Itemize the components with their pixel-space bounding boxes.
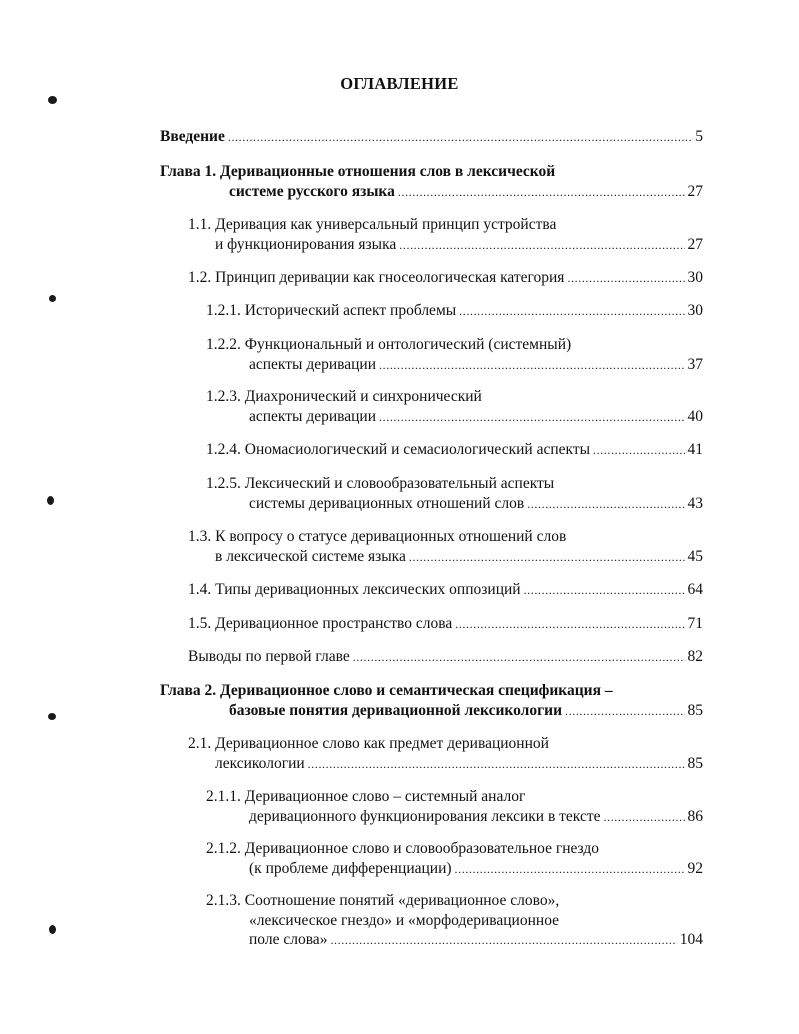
toc-entry-2-1-3[interactable] — [206, 891, 703, 951]
toc-entry-label: Глава 1. Деривационные отношения слов в лексической — [160, 163, 556, 180]
scan-speck — [48, 96, 57, 104]
toc-entry-1-2-2[interactable] — [206, 335, 703, 375]
toc-page-number: 41 — [687, 441, 703, 458]
toc-page-number: 104 — [679, 931, 703, 948]
toc-entry-label-cont: лексикологии — [215, 754, 305, 772]
toc-entry-1-2[interactable] — [188, 268, 703, 289]
dot-leader — [565, 702, 684, 722]
scan-speck — [48, 713, 56, 720]
toc-entry-1-5[interactable] — [188, 614, 703, 635]
toc-page-number: 43 — [687, 494, 703, 512]
toc-page-number: 92 — [687, 859, 703, 877]
dot-leader — [379, 356, 684, 376]
toc-page-number: 30 — [687, 302, 703, 319]
toc-entry-label: 1.2.4. Ономасиологический и семасиологический аспекты — [206, 441, 591, 458]
toc-entry-conclusions-1[interactable] — [188, 647, 703, 668]
toc-entry-1-4[interactable] — [188, 580, 703, 601]
toc-entry-1-2-4[interactable] — [206, 440, 703, 461]
toc-entry-label-cont: аспекты деривации — [249, 355, 377, 373]
dot-leader — [398, 183, 685, 203]
dot-leader — [379, 408, 684, 428]
toc-entry-label-cont: и функционирования языка — [215, 235, 397, 253]
toc-entry-1-2-1[interactable] — [206, 301, 703, 322]
dot-leader — [459, 302, 684, 322]
toc-page-number: 5 — [695, 128, 703, 145]
scan-speck — [47, 496, 54, 505]
toc-entry-label: 1.3. К вопросу о статусе деривационных отношений слов — [188, 528, 567, 545]
toc-entry-label: 1.5. Деривационное пространство слова — [188, 615, 453, 632]
dot-leader — [409, 548, 685, 568]
page-title: ОГЛАВЛЕНИЕ — [340, 74, 459, 93]
dot-leader — [604, 808, 685, 828]
toc-page-number: 85 — [687, 754, 703, 772]
toc-page-number: 45 — [687, 547, 703, 565]
toc-page-number: 71 — [687, 615, 703, 632]
toc-entry-label: 1.2.3. Диахронический и синхронический — [206, 388, 482, 405]
toc-entry-1-3[interactable] — [188, 527, 703, 567]
toc-page-number: 85 — [687, 701, 703, 719]
toc-page-number: 27 — [687, 235, 703, 253]
toc-entry-label: 1.2.1. Исторический аспект проблемы — [206, 302, 457, 319]
dot-leader — [593, 441, 684, 461]
toc-entry-label: 2.1.2. Деривационное слово и словообразовательное гнездо — [206, 840, 600, 857]
toc-entry-label-cont: аспекты деривации — [249, 407, 377, 425]
dot-leader — [330, 931, 676, 951]
toc-page-number: 86 — [687, 807, 703, 825]
toc-entry-label: 1.2. Принцип деривации как гносеологическая категория — [188, 269, 565, 286]
dot-leader — [527, 495, 684, 515]
scan-speck — [49, 295, 56, 302]
toc-entry-label: 1.2.2. Функциональный и онтологический (системный) — [206, 336, 572, 353]
toc-entry-label-cont: в лексической системе языка — [215, 547, 406, 565]
toc-entry-label: 2.1.3. Соотношение понятий «деривационное слово», — [206, 892, 560, 909]
toc-page-number: 27 — [687, 182, 703, 200]
scan-speck — [49, 925, 56, 934]
toc-page-number: 30 — [687, 269, 703, 286]
toc-entry-label: Выводы по первой главе — [188, 648, 350, 665]
dot-leader — [455, 615, 684, 635]
toc-page-number: 40 — [687, 407, 703, 425]
toc-entry-2-1-1[interactable] — [206, 787, 703, 827]
toc-entry-label: Глава 2. Деривационное слово и семантическая спецификация – — [160, 682, 613, 699]
dot-leader — [399, 236, 684, 256]
toc-entry-2-1[interactable] — [188, 734, 703, 774]
toc-page-number: 64 — [687, 581, 703, 598]
dot-leader — [524, 581, 685, 601]
toc-entry-label-cont: системе русского языка — [229, 182, 395, 200]
toc-entry-label-cont: системы деривационных отношений слов — [249, 494, 525, 512]
toc-entry-label: 1.4. Типы деривационных лексических оппозиций — [188, 581, 521, 598]
dot-leader — [353, 648, 685, 668]
toc-entry-label-cont: поле слова» — [249, 931, 328, 948]
toc-entry-label-cont: базовые понятия деривационной лексикологии — [229, 701, 563, 719]
toc-page-number: 37 — [687, 355, 703, 373]
dot-leader — [228, 128, 692, 148]
toc-entry-label: 2.1.1. Деривационное слово – системный аналог — [206, 788, 526, 805]
toc-entry-chapter-1[interactable] — [160, 162, 703, 202]
dot-leader — [308, 755, 685, 775]
dot-leader — [455, 860, 685, 880]
toc-entry-label: 1.1. Деривация как универсальный принцип устройства — [188, 216, 557, 233]
toc-page-number: 82 — [687, 648, 703, 665]
toc-entry-label-cont: (к проблеме дифференциации) — [249, 859, 452, 877]
toc-entry-label: Введение — [160, 128, 225, 145]
toc-entry-1-2-3[interactable] — [206, 387, 703, 427]
toc-entry-1-2-5[interactable] — [206, 474, 703, 514]
toc-entry-label: 2.1. Деривационное слово как предмет деривационной — [188, 735, 549, 752]
toc-entry-introduction[interactable] — [160, 127, 703, 148]
toc-entry-label: 1.2.5. Лексический и словообразовательный аспекты — [206, 475, 555, 492]
toc-entry-2-1-2[interactable] — [206, 839, 703, 879]
toc-entry-chapter-2[interactable] — [160, 681, 703, 721]
toc-entry-label-cont: деривационного функционирования лексики в тексте — [249, 807, 601, 825]
dot-leader — [567, 269, 684, 289]
toc-entry-1-1[interactable] — [188, 215, 703, 255]
toc-entry-label-cont: «лексическое гнездо» и «морфодеривационное — [249, 911, 560, 929]
